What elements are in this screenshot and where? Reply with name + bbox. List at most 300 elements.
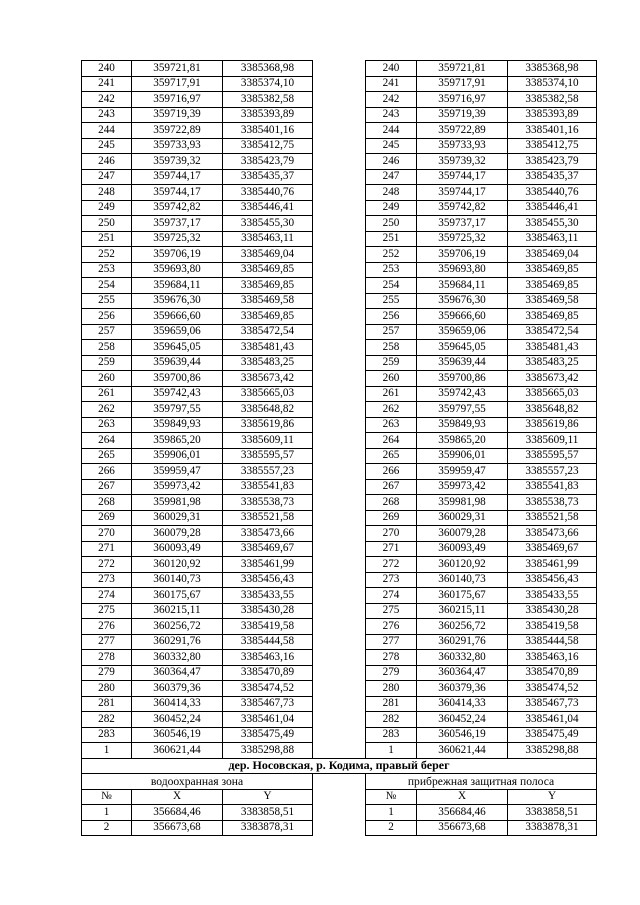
right-point-number: 246 (366, 154, 417, 170)
right-x-coordinate: 360175,67 (417, 588, 508, 604)
right-point-number: 255 (366, 293, 417, 309)
left-x-coordinate: 359722,89 (132, 123, 223, 139)
column-gap (313, 479, 366, 495)
left-x-coordinate: 359717,91 (132, 76, 223, 92)
right-point-number: 263 (366, 417, 417, 433)
left-x-coordinate: 359645,05 (132, 340, 223, 356)
table-row (82, 262, 597, 278)
right-point-number: 275 (366, 603, 417, 619)
column-gap (313, 572, 366, 588)
left-point-number: 279 (82, 665, 132, 681)
left-x-coordinate: 359865,20 (132, 433, 223, 449)
right-x-coordinate: 359744,17 (417, 169, 508, 185)
right-point-number: 250 (366, 216, 417, 232)
column-gap (313, 324, 366, 340)
left-point-number: 269 (82, 510, 132, 526)
right-y-coordinate: 3385455,30 (508, 216, 597, 232)
left-y-coordinate: 3385368,98 (223, 61, 313, 77)
left-point-number: 260 (82, 371, 132, 387)
column-gap (313, 464, 366, 480)
table-row (82, 619, 597, 635)
left-x-coordinate: 359742,43 (132, 386, 223, 402)
column-gap (313, 262, 366, 278)
right-x-coordinate: 359906,01 (417, 448, 508, 464)
right-x-coordinate: 359659,06 (417, 324, 508, 340)
left-x-coordinate: 360093,49 (132, 541, 223, 557)
right-point-number: 260 (366, 371, 417, 387)
right-point-number: 261 (366, 386, 417, 402)
column-gap (313, 665, 366, 681)
right-x-coordinate: 359684,11 (417, 278, 508, 294)
right-x-coordinate: 359645,05 (417, 340, 508, 356)
right-y-coordinate: 3383878,31 (508, 820, 597, 836)
table-row (82, 402, 597, 418)
table-row (82, 231, 597, 247)
table-row (82, 355, 597, 371)
table-row (82, 278, 597, 294)
table-row (82, 417, 597, 433)
left-y-coordinate: 3383878,31 (223, 820, 313, 836)
right-point-number: 268 (366, 495, 417, 511)
right-point-number: 267 (366, 479, 417, 495)
left-point-number: 281 (82, 696, 132, 712)
left-point-number: 276 (82, 619, 132, 635)
left-x-coordinate: 356684,46 (132, 805, 223, 821)
left-x-coordinate: 359684,11 (132, 278, 223, 294)
right-point-number: 249 (366, 200, 417, 216)
left-x-coordinate: 356673,68 (132, 820, 223, 836)
table-row (82, 634, 597, 650)
column-gap (313, 727, 366, 743)
right-y-coordinate: 3385467,73 (508, 696, 597, 712)
right-y-coordinate: 3385393,89 (508, 107, 597, 123)
left-point-number: 247 (82, 169, 132, 185)
right-y-coordinate: 3385401,16 (508, 123, 597, 139)
right-x-coordinate: 359700,86 (417, 371, 508, 387)
left-x-coordinate: 359744,17 (132, 169, 223, 185)
column-gap (313, 696, 366, 712)
right-y-coordinate: 3385412,75 (508, 138, 597, 154)
right-x-coordinate: 359865,20 (417, 433, 508, 449)
left-y-coordinate: 3385430,28 (223, 603, 313, 619)
left-point-number: 1 (82, 743, 132, 759)
column-gap (313, 619, 366, 635)
left-x-coordinate: 360256,72 (132, 619, 223, 635)
right-point-number: 244 (366, 123, 417, 139)
left-point-number: 266 (82, 464, 132, 480)
section-title: дер. Носовская, р. Кодима, правый берег (82, 758, 597, 774)
left-x-coordinate: 359693,80 (132, 262, 223, 278)
left-y-coordinate: 3385595,57 (223, 448, 313, 464)
right-x-coordinate: 360079,28 (417, 526, 508, 542)
section-data-row (82, 820, 597, 836)
left-x-coordinate: 359981,98 (132, 495, 223, 511)
right-y-coordinate: 3383858,51 (508, 805, 597, 821)
right-zone-label: прибрежная защитная полоса (366, 774, 597, 790)
right-point-number: 283 (366, 727, 417, 743)
left-point-number: 264 (82, 433, 132, 449)
right-point-number: 1 (366, 805, 417, 821)
right-x-coordinate: 359742,82 (417, 200, 508, 216)
column-gap (313, 386, 366, 402)
left-x-coordinate: 359725,32 (132, 231, 223, 247)
left-y-coordinate: 3385456,43 (223, 572, 313, 588)
right-x-coordinate: 359733,93 (417, 138, 508, 154)
left-x-coordinate: 360364,47 (132, 665, 223, 681)
left-x-coordinate: 359700,86 (132, 371, 223, 387)
left-y-coordinate: 3385469,85 (223, 278, 313, 294)
column-gap (313, 169, 366, 185)
right-x-coordinate: 356673,68 (417, 820, 508, 836)
left-y-coordinate: 3385461,99 (223, 557, 313, 573)
right-y-coordinate: 3385374,10 (508, 76, 597, 92)
table-row (82, 495, 597, 511)
coordinates-table (81, 60, 597, 836)
left-x-coordinate: 359797,55 (132, 402, 223, 418)
right-x-coordinate: 360256,72 (417, 619, 508, 635)
right-x-coordinate: 359981,98 (417, 495, 508, 511)
left-point-number: 254 (82, 278, 132, 294)
left-x-coordinate: 359959,47 (132, 464, 223, 480)
left-x-coordinate: 360452,24 (132, 712, 223, 728)
left-point-number: 2 (82, 820, 132, 836)
left-y-coordinate: 3385435,37 (223, 169, 313, 185)
left-x-coordinate: 360414,33 (132, 696, 223, 712)
left-point-number: 243 (82, 107, 132, 123)
right-point-number: 282 (366, 712, 417, 728)
column-gap (313, 526, 366, 542)
column-gap (313, 355, 366, 371)
column-gap (313, 92, 366, 108)
table-row (82, 386, 597, 402)
left-y-coordinate: 3385446,41 (223, 200, 313, 216)
column-gap (313, 541, 366, 557)
table-row (82, 526, 597, 542)
left-y-coordinate: 3385619,86 (223, 417, 313, 433)
column-gap (313, 588, 366, 604)
right-y-coordinate: 3385538,73 (508, 495, 597, 511)
column-gap (313, 123, 366, 139)
left-point-number: 278 (82, 650, 132, 666)
right-y-coordinate: 3385456,43 (508, 572, 597, 588)
left-y-coordinate: 3385648,82 (223, 402, 313, 418)
right-x-coordinate: 359739,32 (417, 154, 508, 170)
table-row (82, 479, 597, 495)
left-point-number: 246 (82, 154, 132, 170)
left-y-coordinate: 3383858,51 (223, 805, 313, 821)
right-header-x: X (417, 789, 508, 805)
right-y-coordinate: 3385469,67 (508, 541, 597, 557)
left-point-number: 274 (82, 588, 132, 604)
section-header-row (82, 789, 597, 805)
right-x-coordinate: 360291,76 (417, 634, 508, 650)
left-y-coordinate: 3385467,73 (223, 696, 313, 712)
right-x-coordinate: 360414,33 (417, 696, 508, 712)
right-y-coordinate: 3385483,25 (508, 355, 597, 371)
right-y-coordinate: 3385469,58 (508, 293, 597, 309)
left-point-number: 280 (82, 681, 132, 697)
right-y-coordinate: 3385665,03 (508, 386, 597, 402)
left-x-coordinate: 360332,80 (132, 650, 223, 666)
column-gap (313, 681, 366, 697)
left-x-coordinate: 359973,42 (132, 479, 223, 495)
right-point-number: 276 (366, 619, 417, 635)
right-x-coordinate: 359849,93 (417, 417, 508, 433)
right-y-coordinate: 3385463,11 (508, 231, 597, 247)
left-point-number: 277 (82, 634, 132, 650)
right-y-coordinate: 3385463,16 (508, 650, 597, 666)
right-x-coordinate: 360546,19 (417, 727, 508, 743)
table-row (82, 572, 597, 588)
left-point-number: 259 (82, 355, 132, 371)
right-y-coordinate: 3385470,89 (508, 665, 597, 681)
right-y-coordinate: 3385440,76 (508, 185, 597, 201)
left-y-coordinate: 3385483,25 (223, 355, 313, 371)
left-point-number: 263 (82, 417, 132, 433)
column-gap (313, 231, 366, 247)
right-x-coordinate: 359722,89 (417, 123, 508, 139)
table-row (82, 681, 597, 697)
right-x-coordinate: 360364,47 (417, 665, 508, 681)
right-x-coordinate: 359721,81 (417, 61, 508, 77)
right-point-number: 245 (366, 138, 417, 154)
left-header-num: № (82, 789, 132, 805)
column-gap (313, 138, 366, 154)
left-x-coordinate: 359676,30 (132, 293, 223, 309)
right-y-coordinate: 3385435,37 (508, 169, 597, 185)
right-y-coordinate: 3385475,49 (508, 727, 597, 743)
table-row (82, 154, 597, 170)
left-point-number: 283 (82, 727, 132, 743)
left-point-number: 249 (82, 200, 132, 216)
right-y-coordinate: 3385469,85 (508, 262, 597, 278)
left-point-number: 270 (82, 526, 132, 542)
column-gap (313, 820, 366, 836)
column-gap (313, 495, 366, 511)
table-row (82, 247, 597, 263)
left-point-number: 253 (82, 262, 132, 278)
table-row (82, 138, 597, 154)
column-gap (313, 510, 366, 526)
right-x-coordinate: 360120,92 (417, 557, 508, 573)
table-row (82, 448, 597, 464)
right-point-number: 253 (366, 262, 417, 278)
right-y-coordinate: 3385557,23 (508, 464, 597, 480)
left-y-coordinate: 3385463,16 (223, 650, 313, 666)
left-point-number: 250 (82, 216, 132, 232)
right-x-coordinate: 359737,17 (417, 216, 508, 232)
table-row (82, 309, 597, 325)
table-row (82, 185, 597, 201)
right-y-coordinate: 3385472,54 (508, 324, 597, 340)
left-x-coordinate: 360291,76 (132, 634, 223, 650)
left-y-coordinate: 3385393,89 (223, 107, 313, 123)
right-point-number: 1 (366, 743, 417, 759)
right-header-y: Y (508, 789, 597, 805)
right-point-number: 270 (366, 526, 417, 542)
right-point-number: 262 (366, 402, 417, 418)
right-y-coordinate: 3385474,52 (508, 681, 597, 697)
right-point-number: 259 (366, 355, 417, 371)
left-point-number: 257 (82, 324, 132, 340)
table-row (82, 464, 597, 480)
right-point-number: 281 (366, 696, 417, 712)
left-y-coordinate: 3385481,43 (223, 340, 313, 356)
right-y-coordinate: 3385433,55 (508, 588, 597, 604)
column-gap (313, 603, 366, 619)
column-gap (313, 712, 366, 728)
table-row (82, 107, 597, 123)
right-y-coordinate: 3385521,58 (508, 510, 597, 526)
right-point-number: 242 (366, 92, 417, 108)
column-gap (313, 278, 366, 294)
right-x-coordinate: 360029,31 (417, 510, 508, 526)
right-y-coordinate: 3385469,85 (508, 309, 597, 325)
left-y-coordinate: 3385412,75 (223, 138, 313, 154)
table-row (82, 61, 597, 77)
table-row (82, 696, 597, 712)
left-y-coordinate: 3385475,49 (223, 727, 313, 743)
left-point-number: 267 (82, 479, 132, 495)
table-row (82, 169, 597, 185)
right-x-coordinate: 359725,32 (417, 231, 508, 247)
right-point-number: 256 (366, 309, 417, 325)
table-row (82, 340, 597, 356)
left-x-coordinate: 359849,93 (132, 417, 223, 433)
column-gap (313, 216, 366, 232)
column-gap (313, 200, 366, 216)
left-y-coordinate: 3385455,30 (223, 216, 313, 232)
left-x-coordinate: 359739,32 (132, 154, 223, 170)
right-y-coordinate: 3385461,99 (508, 557, 597, 573)
right-point-number: 278 (366, 650, 417, 666)
right-y-coordinate: 3385382,58 (508, 92, 597, 108)
right-x-coordinate: 360093,49 (417, 541, 508, 557)
left-y-coordinate: 3385469,85 (223, 262, 313, 278)
left-x-coordinate: 359716,97 (132, 92, 223, 108)
left-y-coordinate: 3385673,42 (223, 371, 313, 387)
left-y-coordinate: 3385444,58 (223, 634, 313, 650)
right-y-coordinate: 3385419,58 (508, 619, 597, 635)
right-x-coordinate: 360621,44 (417, 743, 508, 759)
right-y-coordinate: 3385423,79 (508, 154, 597, 170)
table-row (82, 541, 597, 557)
right-x-coordinate: 359676,30 (417, 293, 508, 309)
left-point-number: 265 (82, 448, 132, 464)
right-x-coordinate: 360332,80 (417, 650, 508, 666)
right-point-number: 248 (366, 185, 417, 201)
right-x-coordinate: 359693,80 (417, 262, 508, 278)
left-point-number: 248 (82, 185, 132, 201)
left-y-coordinate: 3385609,11 (223, 433, 313, 449)
right-y-coordinate: 3385461,04 (508, 712, 597, 728)
left-y-coordinate: 3385521,58 (223, 510, 313, 526)
column-gap (313, 433, 366, 449)
column-gap (313, 789, 366, 805)
left-x-coordinate: 360140,73 (132, 572, 223, 588)
left-point-number: 262 (82, 402, 132, 418)
left-x-coordinate: 359659,06 (132, 324, 223, 340)
right-y-coordinate: 3385541,83 (508, 479, 597, 495)
left-point-number: 251 (82, 231, 132, 247)
left-y-coordinate: 3385472,54 (223, 324, 313, 340)
right-y-coordinate: 3385469,85 (508, 278, 597, 294)
column-gap (313, 634, 366, 650)
right-point-number: 2 (366, 820, 417, 836)
column-gap (313, 185, 366, 201)
right-point-number: 241 (366, 76, 417, 92)
right-y-coordinate: 3385473,66 (508, 526, 597, 542)
left-x-coordinate: 359639,44 (132, 355, 223, 371)
left-y-coordinate: 3385541,83 (223, 479, 313, 495)
left-x-coordinate: 359721,81 (132, 61, 223, 77)
table-row (82, 216, 597, 232)
right-x-coordinate: 359717,91 (417, 76, 508, 92)
table-row (82, 92, 597, 108)
left-y-coordinate: 3385473,66 (223, 526, 313, 542)
left-x-coordinate: 359906,01 (132, 448, 223, 464)
table-row (82, 650, 597, 666)
right-y-coordinate: 3385368,98 (508, 61, 597, 77)
table-row (82, 665, 597, 681)
right-point-number: 265 (366, 448, 417, 464)
left-point-number: 268 (82, 495, 132, 511)
left-x-coordinate: 359733,93 (132, 138, 223, 154)
left-x-coordinate: 360029,31 (132, 510, 223, 526)
right-point-number: 264 (366, 433, 417, 449)
left-y-coordinate: 3385433,55 (223, 588, 313, 604)
column-gap (313, 340, 366, 356)
right-point-number: 280 (366, 681, 417, 697)
column-gap (313, 743, 366, 759)
column-gap (313, 371, 366, 387)
right-y-coordinate: 3385481,43 (508, 340, 597, 356)
table-row (82, 727, 597, 743)
left-point-number: 240 (82, 61, 132, 77)
table-row (82, 200, 597, 216)
left-point-number: 258 (82, 340, 132, 356)
right-x-coordinate: 360140,73 (417, 572, 508, 588)
table-row (82, 433, 597, 449)
left-y-coordinate: 3385665,03 (223, 386, 313, 402)
table-row (82, 557, 597, 573)
left-point-number: 282 (82, 712, 132, 728)
left-y-coordinate: 3385374,10 (223, 76, 313, 92)
column-gap (313, 247, 366, 263)
right-x-coordinate: 359639,44 (417, 355, 508, 371)
right-point-number: 271 (366, 541, 417, 557)
right-point-number: 251 (366, 231, 417, 247)
column-gap (313, 402, 366, 418)
left-x-coordinate: 360546,19 (132, 727, 223, 743)
column-gap (313, 309, 366, 325)
right-point-number: 243 (366, 107, 417, 123)
left-y-coordinate: 3385469,04 (223, 247, 313, 263)
table-row (82, 510, 597, 526)
column-gap (313, 107, 366, 123)
right-x-coordinate: 359666,60 (417, 309, 508, 325)
left-point-number: 273 (82, 572, 132, 588)
left-header-y: Y (223, 789, 313, 805)
right-point-number: 258 (366, 340, 417, 356)
left-x-coordinate: 360621,44 (132, 743, 223, 759)
left-y-coordinate: 3385382,58 (223, 92, 313, 108)
right-y-coordinate: 3385673,42 (508, 371, 597, 387)
zone-label-row (82, 774, 597, 790)
left-y-coordinate: 3385474,52 (223, 681, 313, 697)
left-x-coordinate: 359742,82 (132, 200, 223, 216)
left-x-coordinate: 360175,67 (132, 588, 223, 604)
